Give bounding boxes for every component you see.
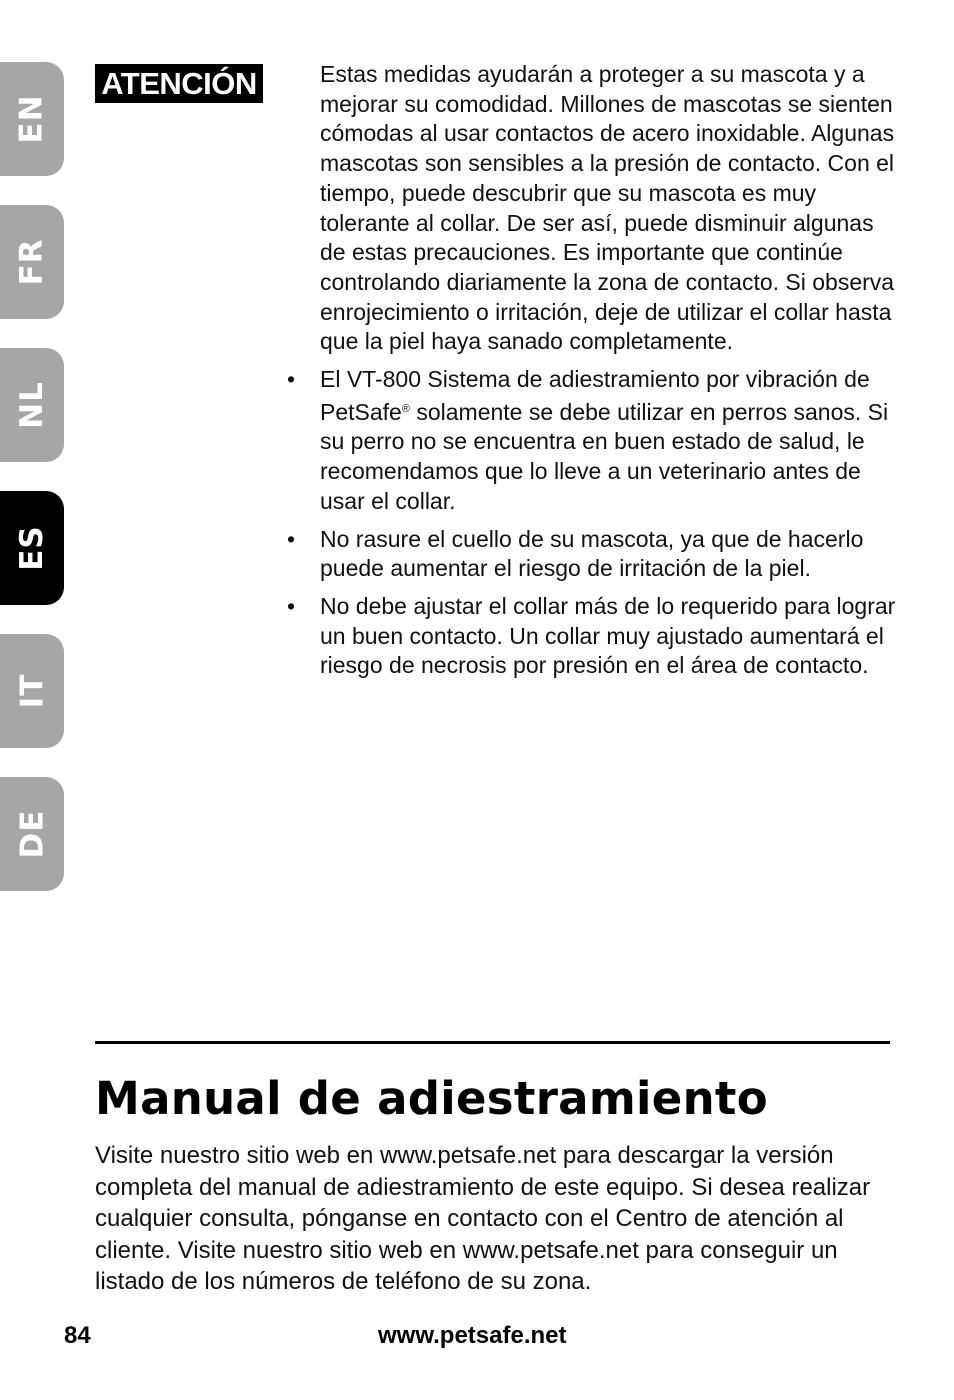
warning-label: ATENCIÓN xyxy=(95,64,263,103)
bullet-text-after: solamente se debe utilizar en perros sanos. Si su perro no se encuentra en buen estado de salud, le recomendamos que lo lleve a un veterinario antes de usar el collar. xyxy=(320,398,889,514)
bullet-text: No debe ajustar el collar más de lo requerido para lograr un buen contacto. Un collar muy ajustado aumentará el riesgo de necrosis por presión en el área de contacto. xyxy=(320,592,896,679)
tab-nl[interactable] xyxy=(0,348,64,462)
section-divider xyxy=(95,1041,890,1044)
tab-de[interactable] xyxy=(0,777,64,891)
bullet-marker: • xyxy=(287,592,296,619)
bullet-text: No rasure el cuello de su mascota, ya que de hacerlo puede aumentar el riesgo de irritación de la piel. xyxy=(320,525,864,582)
bullet-marker: • xyxy=(287,525,296,552)
list-item xyxy=(287,592,900,681)
warning-intro: Estas medidas ayudarán a proteger a su mascota y a mejorar su comodidad. Millones de mascotas se sienten cómodas al usar contactos de acero inoxidable. Algunas mascotas son sensibles a la presión de contacto. Con el tiempo, puede descubrir que su mascota es muy tolerante al collar. De ser así, puede disminuir algunas de estas precauciones. Es importante que continúe controlando diariamente la zona de contacto. Si observa enrojecimiento o irritación, deje de utilizar el collar hasta que la piel haya sanado completamente. xyxy=(320,61,895,355)
bullet-marker: • xyxy=(287,366,296,393)
bullet-text-before: El VT-800 Sistema de adiestramiento por vibración de PetSafe xyxy=(320,366,870,425)
list-item xyxy=(287,365,900,517)
registered-mark: ® xyxy=(401,402,410,415)
section-body: Visite nuestro sitio web en www.petsafe.net para descargar la versión completa del manual de adiestramiento de este equipo. Si desea realizar cualquier consulta, pónganse en contacto con el Centro de atención al cliente. Visite nuestro sitio web en www.petsafe.net para conseguir un listado de los números de teléfono de su zona. xyxy=(95,1142,871,1296)
tab-en-label: EN xyxy=(14,94,50,144)
page-number: 84 xyxy=(64,1322,91,1349)
list-item xyxy=(287,525,900,584)
footer-url[interactable]: www.petsafe.net xyxy=(378,1322,567,1349)
section-title: Manual de adiestramiento xyxy=(95,1072,768,1125)
warning-bullet-list xyxy=(287,365,900,681)
tab-en[interactable] xyxy=(0,62,64,176)
tab-it[interactable] xyxy=(0,634,64,748)
tab-es-label: ES xyxy=(13,525,50,571)
tab-nl-label: NL xyxy=(13,381,50,429)
tab-it-label: IT xyxy=(14,673,50,709)
tab-es[interactable] xyxy=(0,491,64,605)
tab-fr-label: FR xyxy=(13,238,50,286)
tab-de-label: DE xyxy=(13,809,50,859)
tab-fr[interactable] xyxy=(0,205,64,319)
warning-body xyxy=(287,60,900,689)
